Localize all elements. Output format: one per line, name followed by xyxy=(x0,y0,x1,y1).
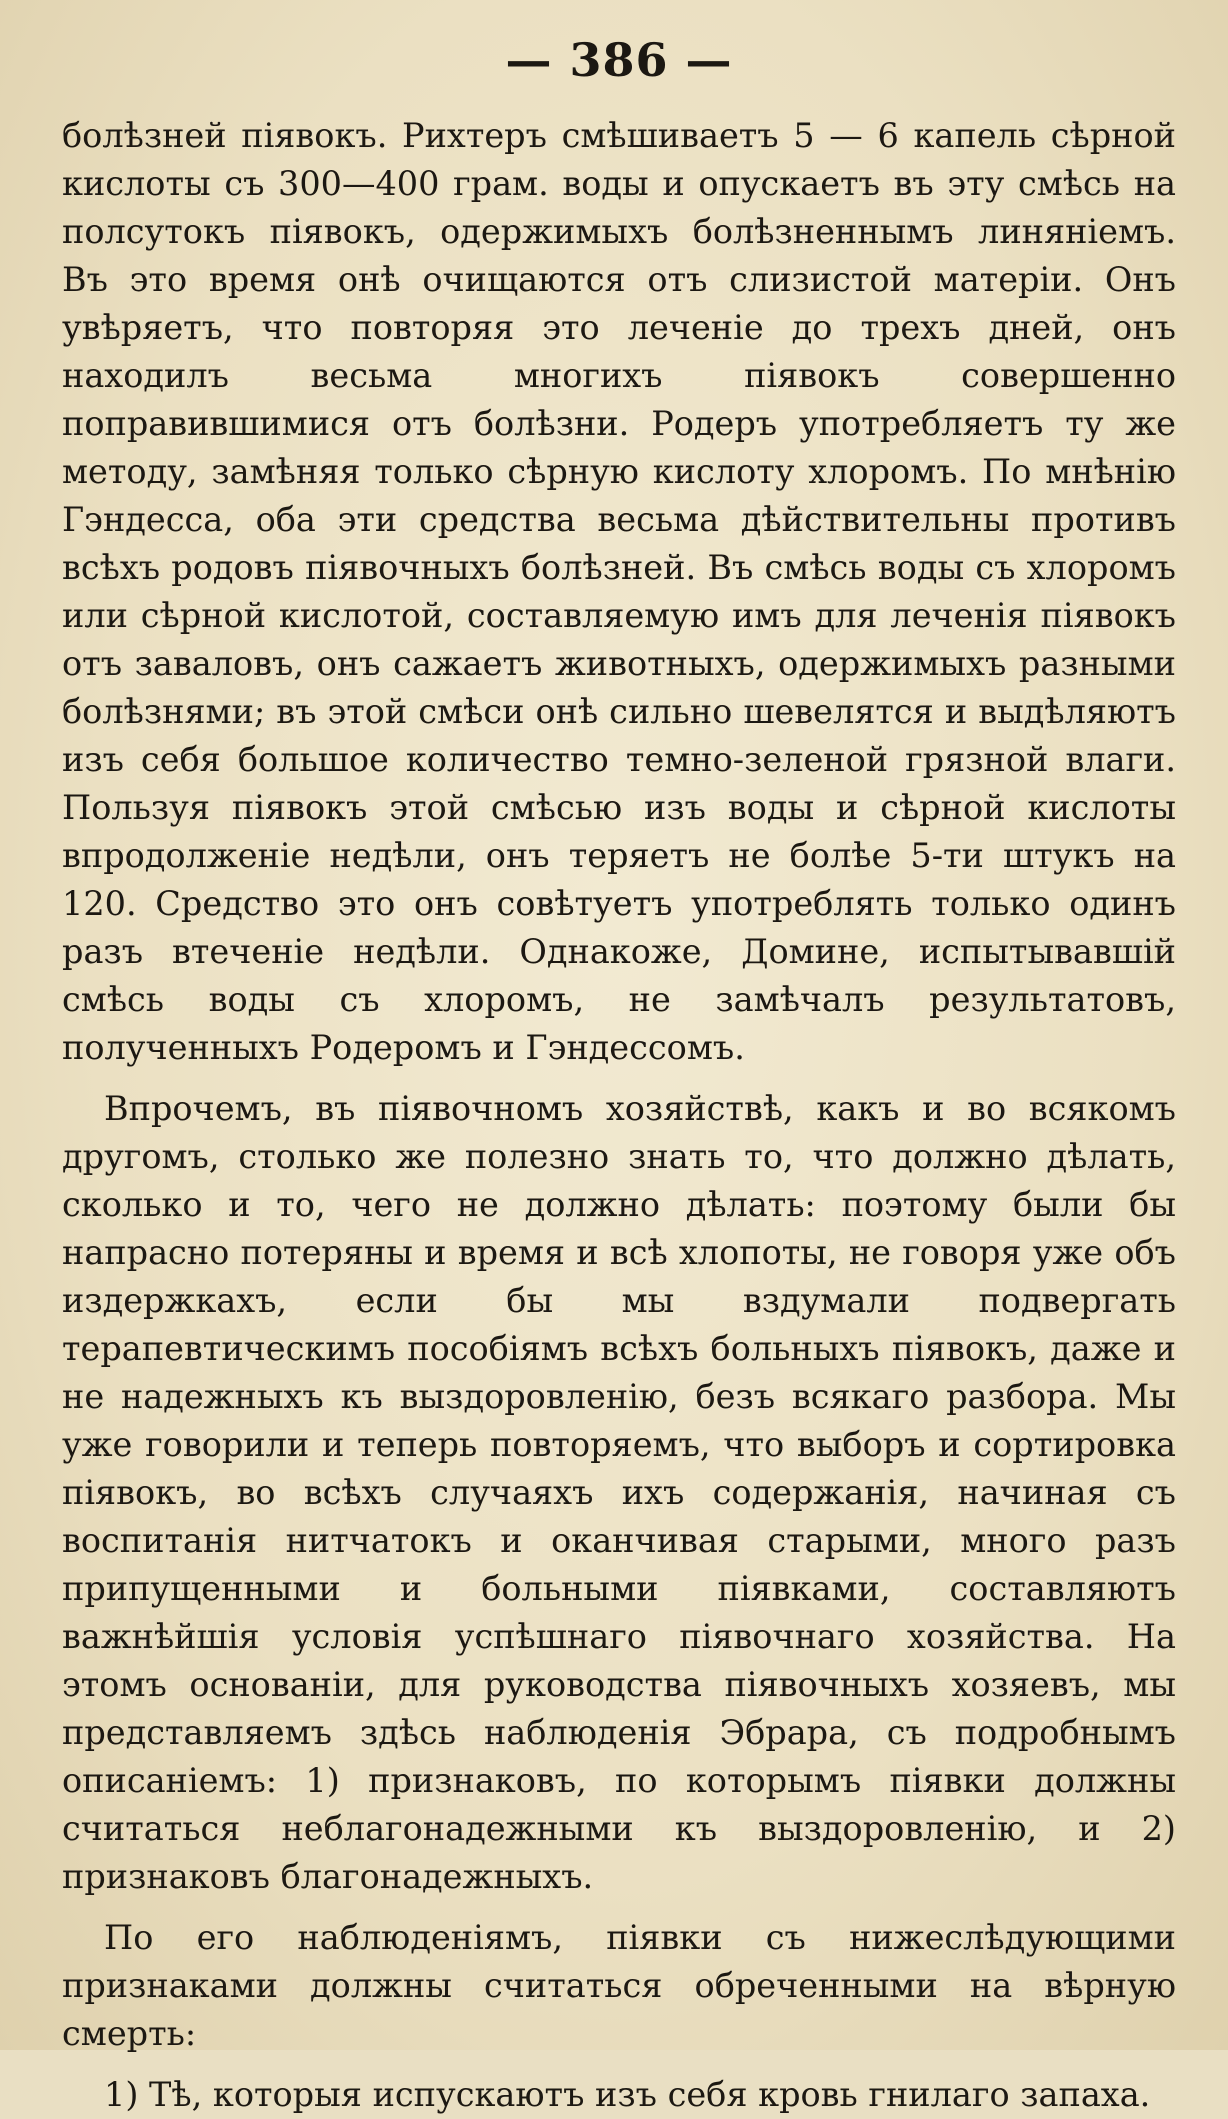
paragraph-continued: болѣзней піявокъ. Рихтеръ смѣшиваетъ 5 — 6 капель сѣрной кислоты съ 300—400 грам. воды и опускаетъ въ эту смѣсь на полсутокъ піявокъ, одержимыхъ болѣзненнымъ линяніемъ. Въ это время онѣ очищаются отъ слизистой матеріи. Онъ увѣряетъ, что повторяя это леченіе до трехъ дней, онъ находилъ весьма многихъ піявокъ совершенно поправившимися отъ болѣзни. Родеръ употребляетъ ту же методу, замѣняя только сѣрную кислоту хлоромъ. По мнѣнію Гэндесса, оба эти средства весьма дѣйствительны противъ всѣхъ родовъ піявочныхъ болѣзней. Въ смѣсь воды съ хлоромъ или сѣрной кислотой, составляемую имъ для леченія піявокъ отъ заваловъ, онъ сажаетъ животныхъ, одержимыхъ разными болѣзнями; въ этой смѣси онѣ сильно шевелятся и выдѣляютъ изъ себя большое количество темно-зеленой грязной влаги. Пользуя піявокъ этой смѣсью изъ воды и сѣрной кислоты впродолженіе недѣли, онъ теряетъ не болѣе 5-ти штукъ на 120. Средство это онъ совѣтуетъ употреблять только одинъ разъ втеченіе недѣли. Однакоже, Домине, испытывавшій смѣсь воды съ хлоромъ, не замѣчалъ результатовъ, полученныхъ Родеромъ и Гэндессомъ. xyxy=(62,116,1176,1067)
paragraph-pharmacy-selection: Впрочемъ, въ піявочномъ хозяйствѣ, какъ и во всякомъ другомъ, столько же полезно знать то, что должно дѣлать, сколько и то, чего не должно дѣлать: поэтому были бы напрасно потеряны и время и всѣ хлопоты, не говоря уже объ издержкахъ, если бы мы вздумали подвергать терапевтическимъ пособіямъ всѣхъ больныхъ піявокъ, даже и не надежныхъ къ выздоровленію, безъ всякаго разбора. Мы уже говорили и теперь повторяемъ, что выборъ и сортировка піявокъ, во всѣхъ случаяхъ ихъ содержанія, начиная съ воспитанія нитчатокъ и оканчивая старыми, много разъ припущенными и больными піявками, составляютъ важнѣйшія условія успѣшнаго піявочнаго хозяйства. На этомъ основаніи, для руководства піявочныхъ хозяевъ, мы представляемъ здѣсь наблюденія Эбрара, съ подробнымъ описаніемъ: 1) признаковъ, по которымъ піявки должны считаться неблагонадежными къ выздоровленію, и 2) признаковъ благонадежныхъ. xyxy=(62,1089,1176,1896)
page-number: — 386 — xyxy=(505,33,733,87)
paragraph-observations-intro: По его наблюденіямъ, піявки съ нижеслѣдующими признаками должны считаться обреченными на вѣрную смерть: xyxy=(62,1918,1176,2053)
paragraph-list-item-1: 1) Тѣ, которыя испускаютъ изъ себя кровь гнилаго запаха. xyxy=(104,2075,1151,2114)
